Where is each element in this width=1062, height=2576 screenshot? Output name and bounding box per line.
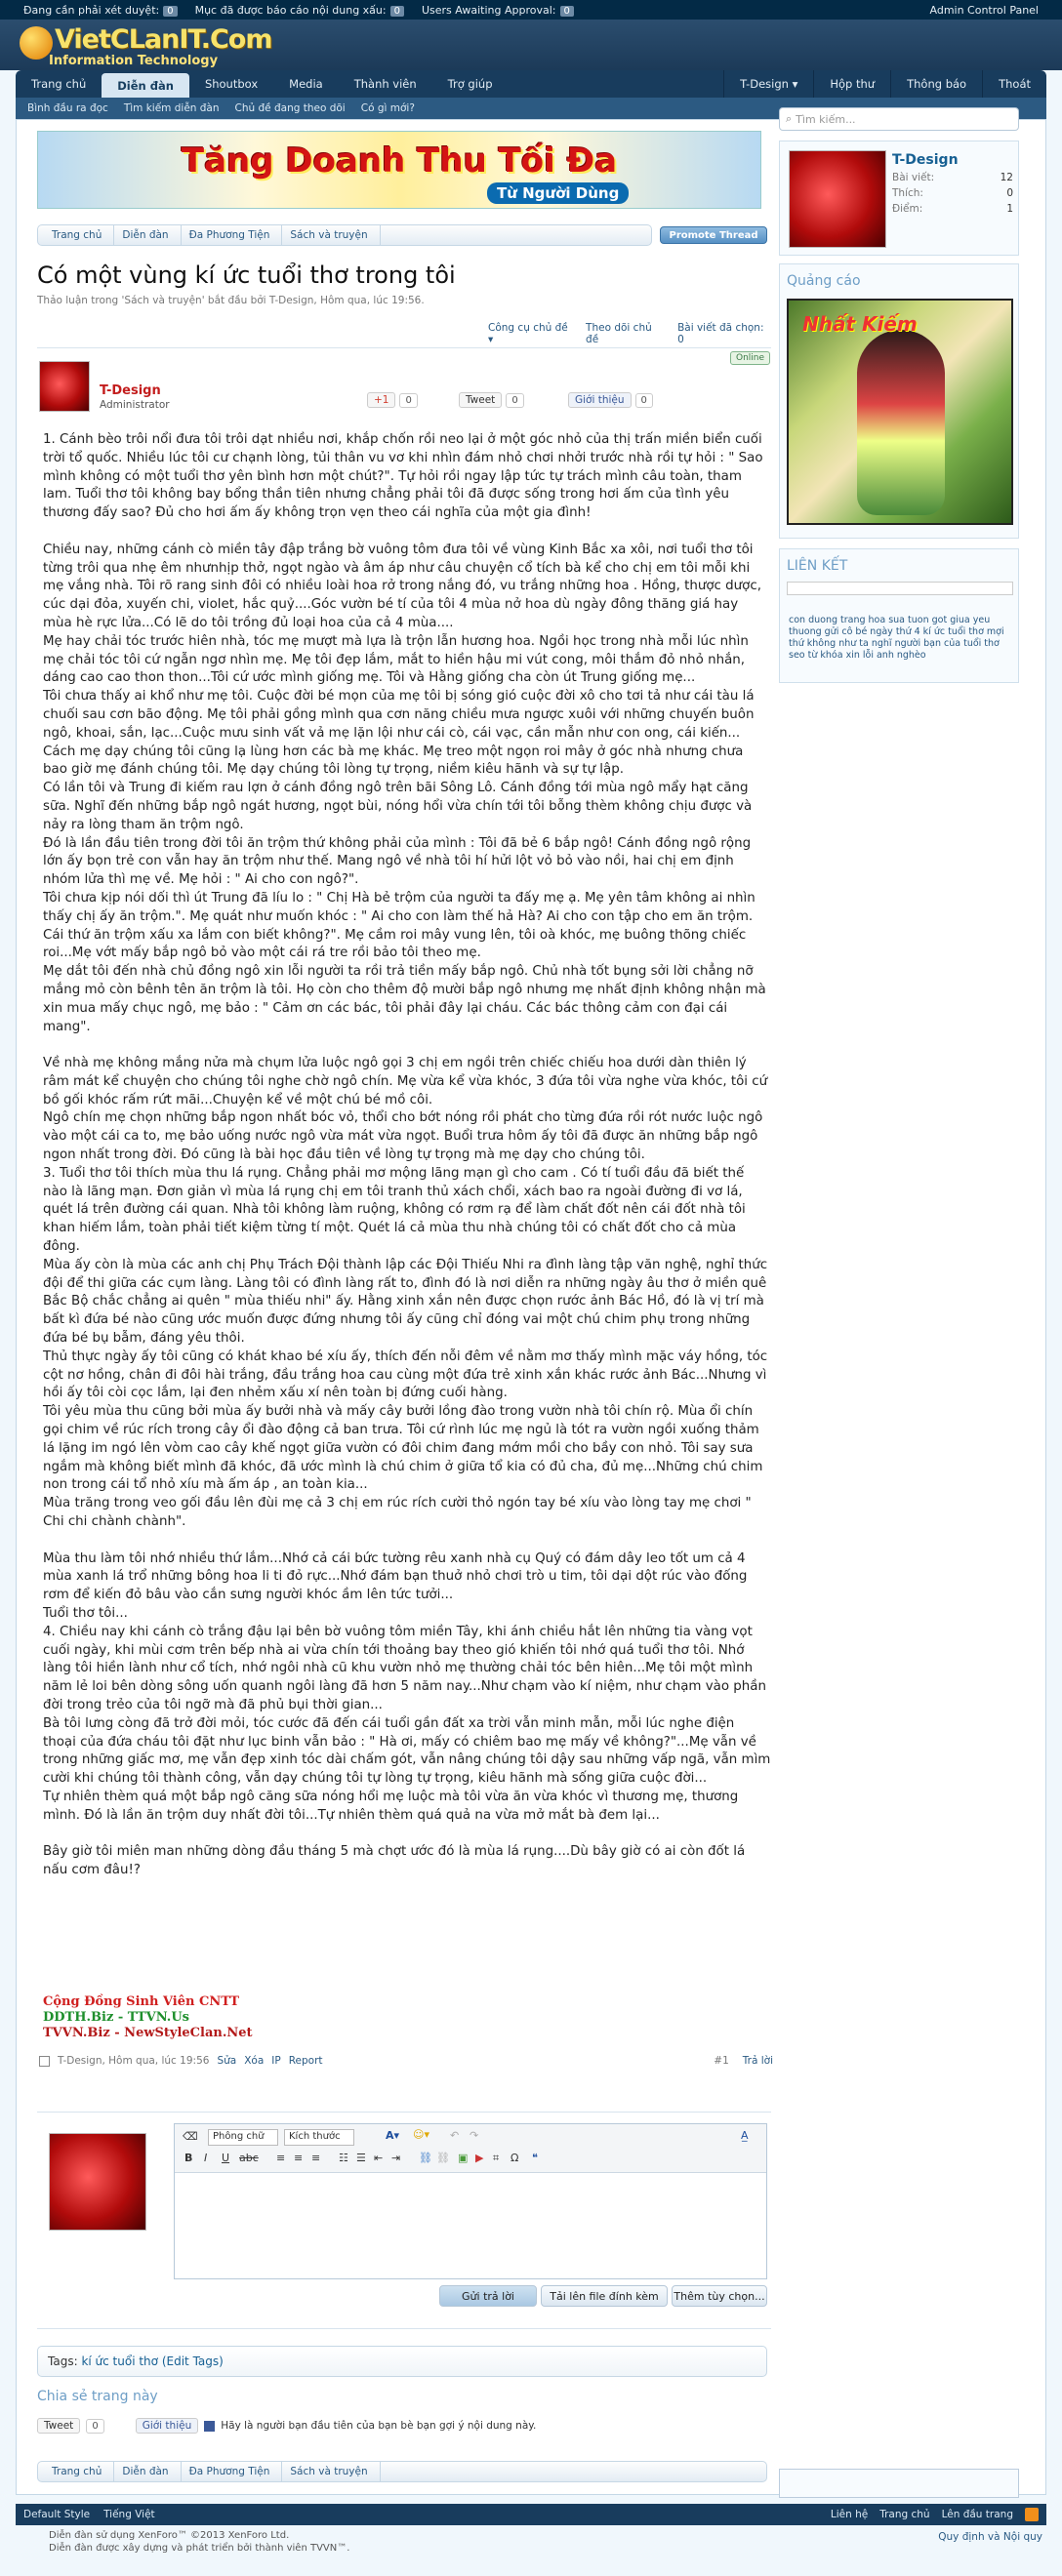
stat-value[interactable]: 12 [1000,172,1013,183]
terms-link[interactable]: Quy định và Nội quy [938,2531,1042,2543]
post-paragraph: Có lần tôi và Trung đi kiếm rau lợn ở cánh đồng ngô trên bãi Sông Lô. Cánh đồng tới mùa ngô mẩy hạt căng sữa. Nghĩ đến những bắp ngô ngát hương, ngọt bùi, nóng hổi vừa chín tới tôi bỗng thèm không chịu được và nảy ra lòng tham ăn trộm ngô. [43,781,753,832]
subnav-watched-threads[interactable]: Chủ đề đang theo dõi [234,102,346,114]
thread-tools-menu[interactable]: Công cụ chủ đề ▾ [488,322,568,345]
back-to-top-link[interactable]: Lên đầu trang [941,2509,1013,2520]
post-paragraph: Chiều nay, những cánh cò miền tây đập trắng bờ vuông tôm đưa tôi về vùng Kinh Bắc xa xôi, nơi tuổi thơ tôi từng trôi qua nhẹ êm nhưnhịp thở, ngọt ngào và âm áp như câu chuyện cổ tích bà kể cho chị em tôi mỗi khi mẹ vắng nhà. Tôi rõ rang sinh đôi có nhiều loài hoa rở trong nắng đó, vu trắng những hoa . Hồng, thược dược, cúc dại đỏa, xuyến chi, violet, hắc quỷ....Góc vườn bé tí của tôi 4 mùa nở hoa dù ngày đông thăng giá hay mùa hè rực lửa...Có lẽ do tôi trồng đủ loại hoa của cả 4 mùa.... [43,542,761,630]
font-family-select[interactable]: Phông chữ [208,2129,278,2146]
post-reply-button[interactable]: Gửi trả lời [439,2285,537,2307]
post-paragraph: Thủ thực ngày ấy tôi cũng có khát khao bé xíu ấy, thích đến nỗi đêm về nằm mơ thấy mình mặc váy hồng, tóc cột nơ hồng, chân đi đôi hài trắng, đầu trắng hoa cau cùng một đứa trẻ xinh xắn khác rước ảnh Bác...Nhưng vì hồi ấy tôi còi cọc lắm, lại đen nhẻm xấu xí nên toàn bị đứng cuối hàng. [43,1348,768,1401]
link-icon[interactable]: ⛓ [419,2152,432,2164]
copyright-line[interactable]: Diễn đàn sử dụng XenForo™ ©2013 XenForo Ltd. [49,2530,290,2541]
redo-icon[interactable]: ↷ [470,2129,479,2142]
tweet-page-count: 0 [86,2419,103,2434]
stat-likes [892,187,1013,199]
breadcrumb-books[interactable]: Sách và truyện [282,2462,380,2481]
code-icon[interactable]: ⌗ [493,2152,500,2164]
ad-game-logo: Nhất Kiếm [802,312,918,336]
italic-icon[interactable]: I [204,2152,208,2164]
post-meta: T-Design, Hôm qua, lúc 19:56 [58,2055,210,2067]
post-footer [39,2055,773,2067]
reported-items-link[interactable]: Mục đã được báo cáo nội dung xấu: 0 [195,4,404,17]
reply-user-avatar[interactable] [49,2133,146,2231]
upload-attachment-button[interactable]: Tải lên file đính kèm [541,2285,668,2307]
image-icon[interactable]: ▣ [458,2152,469,2164]
sidebar-bottom-box [779,2469,1019,2498]
post-paragraph: Ngô chín mẹ chọn những bắp ngon nhất bóc vỏ, thổi cho bớt nóng rồi phát cho từng đứa rồi rót nước luộc ngô vào một cái ca to, mẹ bảo uống nước ngô vừa mát vừa ngọt. Buổi trưa hôm ấy tôi đã được ăn những bắp ngô ngon nhất trong đời. Đó cũng là bài học đầu tiên về lòng tự trọng mà mẹ dạy cho chúng tôi. [43,1110,763,1163]
breadcrumb-home[interactable]: Trang chủ [44,2462,114,2481]
font-size-select[interactable]: Kích thước [284,2129,354,2146]
paragraph-gap [43,1826,771,1844]
links-divider [787,582,1013,595]
post-paragraph: Về nhà mẹ không mắng nửa mà chụm lửa luộc ngô gọi 3 chị em ngồi trên chiếc chiếu hoa dưới dàn thiên lý râm mát kể chuyện cho chúng tôi nghe chờ ngô chín. Mẹ vừa kể vừa khóc, 3 đứa tôi vừa nghe vừa khóc, tôi cứ bồ gối khóc rấm rứt mãi...Chuyện kể về một chú bé mồ côi. [43,1056,768,1107]
post-paragraph: Mùa thu làm tôi nhớ nhiều thứ lắm...Nhớ cả cái bức tường rêu xanh nhà cụ Quý có đám dây leo tốt um cả 4 mùa xanh lá trổ những bông hoa li ti đỏ rực...Nhớ đám bạn thuở nhỏ chơi trò u tim, tôi dại dột rúc vào đống rơm để kiến đỏ bâu vào cắn sưng người khóc ầm lên tức tưởi... [43,1550,748,1603]
facebook-like-text: Hãy là người bạn đầu tiên của bạn bè bạn gợi ý nội dung này. [221,2420,537,2432]
post-paragraph: Tôi chưa thấy ai khổ như mẹ tôi. Cuộc đời bé mọn của mẹ tôi bị sóng gió cuộc đời xô cho tơi tả như cái tàu lá chuối sau cơn bão động. Mẹ tôi phải gồng mình qua cơn năng chiều mưa ngược xuôi với những chuyến buôn ngô, khoai, sắn, lạc...Cuộc mưu sinh vất vả mẹ lặn lội như cái cò, cái vạc, cần mẫn như con ong, cái kiến... [43,689,755,741]
thread-description: Thảo luận trong 'Sách và truyện' bắt đầu bởi T-Design, Hôm qua, lúc 19:56. [37,295,425,306]
copyright [49,2529,349,2555]
post-author-avatar[interactable] [39,361,90,412]
style-chooser[interactable]: Default Style [23,2509,91,2520]
post-paragraph: 4. Chiều nay khi cánh cò trắng đậu lại bên bờ vuông tôm miền Tây, khi ánh chiều hắt lên những tia vàng vọt cuối ngày, khi mùi cơm trên bếp nhà ai vừa chín tới thoảng bay theo gió khiến tôi nhớ quá tuổi thơ tôi. Nhớ làng tôi hiền lành như cổ tích, nhớ ngôi nhà cũ khu vườn nhỏ mẹ thường chải tóc bên hiên...Mẹ tôi một mình năm lẻ loi bên dòng sông uốn quanh ngôi làng đã hơn 5 năm nay...Như chạm vào kí niệm, như chạm vào phần đời trong trẻo của tôi ngỡ mà đã phủ bụi thời gian... [43,1624,766,1712]
post-signature [43,1994,253,2041]
post-paragraph: Mẹ dắt tôi đến nhà chủ đồng ngô xin lỗi người ta rồi trả tiền mấy bắp ngô. Chủ nhà tốt bụng sởi lời chẳng nỡ mắng mỏ còn bênh tên ăn trộm là tôi. Họ còn cho thêm độ mười bắp ngô nhưng mẹ nhất định không nhận mà xin mua mấy chục ngô, mẹ bảo : " Cảm ơn các bác, tôi phải đây lại cháu. Các bác thông cảm con đại cái mang". [43,964,766,1034]
post-paragraph: Đó là lần đầu tiên trong đời tôi ăn trộm thứ không phải của mình : Tôi đã bẻ 6 bắp ngô! Cánh đồng ngô rộng lớn ấy bọn trẻ con vẫn hay ăn trộm như thế. Mang ngô về nhà tôi hí hửi lột vỏ bỏ vào nồi, hai chị em định nhóm lửa thì mẹ về. Mẹ hỏi : " Ai cho con ngô?". [43,835,752,888]
footer-bar [16,2504,1046,2525]
language-chooser[interactable]: Tiếng Việt [103,2509,155,2520]
breadcrumb-books[interactable]: Sách và truyện [282,225,380,245]
post-author-name[interactable]: T-Design [100,383,161,398]
stat-label: Bài viết: [892,172,935,183]
visitor-username[interactable]: T-Design [892,152,959,168]
tags-label: Tags: [48,2355,78,2368]
links-heading: LIÊN KẾT [787,558,848,574]
post-author-role: Administrator [100,399,170,411]
nav-tab-help[interactable]: Trợ giúp [447,77,493,91]
users-awaiting-link[interactable]: Users Awaiting Approval: 0 [422,4,574,17]
moderation-queue-link[interactable]: Đang cần phải xét duyệt: 0 [23,4,178,17]
signature-line[interactable]: DDTH.Biz - TTVN.Us [43,2010,189,2025]
reply-link[interactable]: Trả lời [742,2055,773,2067]
facebook-icon [204,2421,215,2432]
search-input[interactable] [779,107,1019,131]
sidebar-ad-image[interactable] [787,299,1013,525]
divider [37,2328,771,2329]
stat-label: Thích: [892,187,923,199]
online-badge: Online [730,351,770,365]
gplus-count: 0 [399,393,417,408]
align-left-icon[interactable]: ≡ [276,2152,286,2164]
post-paragraph: Tuổi thơ tôi... [43,1606,128,1621]
edit-post-link[interactable]: Sửa [217,2055,237,2067]
signature-line[interactable]: Cộng Đồng Sinh Viên CNTT [43,1994,240,2009]
gplus-button[interactable]: +1 [367,392,395,408]
breadcrumb-bottom [37,2461,767,2482]
post-paragraph: 3. Tuổi thơ tôi thích mùa thu lá rụng. Chẳng phải mơ mộng lãng mạn gì cho cam . Có tí tuổi đầu đã biết thế nào là lãng mạn. Đơn giản vì mùa lá rụng chị em tôi tranh thủ xách chổi, xách bao ra ngoài đường đi vơ lá, quét lá trên đường cái quan. Nhà tôi không làm ruộng, không có rơm rạ để làm chất đốt nên cái đốt nhà tôi khan hiếm lắm, toàn phải tiết kiệm từng tí một. Quét lá cả mùa thu nhà chúng tôi có chất đốt cho cả mùa đông. [43,1165,746,1255]
nav-tab-home[interactable]: Trang chủ [31,77,87,91]
number-list-icon[interactable]: ☰ [356,2152,366,2164]
post-paragraph: Bà tôi lưng còng đã trở đời mỏi, tóc cước đã đến cái tuổi gần đất xa trời vẫn minh mẫn, mỗi lúc nghe điện thoại của đứa cháu tôi đặt như lục binh vẫn bảo : " Hà ơi, mấy có chiêm bao mẹ mấy về không?"...Mẹ vẫn về trong những giấc mơ, mẹ vẫn đẹp xinh tóc dài chấm gót, vẫn nâng chúng tôi dậy sau những vấp ngã, vẫn mìm cười khi chúng tôi thành công, vẫn dạy chúng tôi tự lòng tự trọng, kiêu hãnh mà sống giữa cuộc đời... [43,1715,771,1787]
divider [37,347,771,348]
alerts-link[interactable]: Thông báo [890,70,982,98]
facebook-share [568,392,653,408]
post-number[interactable]: #1 [714,2055,729,2067]
paragraph-gap [43,1036,771,1055]
contact-link[interactable]: Liên hệ [830,2509,869,2520]
share-page-heading: Chia sẻ trang này [37,2389,158,2404]
editor-toolbar [175,2124,766,2173]
tweet-share [459,392,524,408]
post-paragraph: Tự nhiên thèm quá một bắp ngô căng sữa nóng hổi mẹ luộc mà tôi vừa ăn vừa khóc vì thương mẹ, thương mình. Đó là lần ăn trộm duy nhất đời tôi...Tự nhiên thèm quá quả na vừa mở mắt bà đem lại... [43,1789,739,1823]
bold-icon[interactable]: B [184,2152,193,2164]
ad-character-illustration [857,330,945,515]
facebook-like-button[interactable]: Giới thiệu [568,392,632,408]
tag-link[interactable]: kí ức tuổi thơ [81,2355,159,2368]
main-navigation [16,70,1046,98]
logout-link[interactable]: Thoát [982,70,1046,98]
copyright-line: Diễn đàn được xây dựng và phát triển bởi thành viên TVVN™. [49,2543,350,2554]
align-right-icon[interactable]: ≡ [311,2152,321,2164]
banner-title: Tăng Doanh Thu Tối Đa [181,141,618,181]
stat-value[interactable]: 1 [1006,203,1013,215]
thread-tags [37,2346,767,2377]
logo-subtitle: Information Technology [49,54,219,68]
account-menu[interactable]: T-Design ▾ [723,70,813,98]
reply-textarea[interactable] [175,2173,766,2278]
inbox-link[interactable]: Hộp thư [813,70,890,98]
subnav-whats-new[interactable]: Có gì mới? [360,102,415,114]
more-options-button[interactable]: Thêm tùy chọn... [672,2285,767,2307]
quote-icon[interactable]: ❝ [532,2152,538,2164]
ip-link[interactable]: IP [271,2055,281,2067]
facebook-page-like-button[interactable]: Giới thiệu [136,2418,199,2434]
media-icon[interactable]: ▶ [475,2152,484,2164]
site-header [0,20,1062,70]
logo-title: VietCLanIT.Com [55,24,272,55]
logo-globe-icon [20,26,53,60]
ads-heading: Quảng cáo [787,273,861,289]
indent-icon[interactable]: ⇥ [391,2152,401,2164]
search-placeholder: Tìm kiếm... [796,112,856,126]
breadcrumb-home[interactable]: Trang chủ [44,225,114,245]
search-icon: ⌕ [786,112,793,125]
edit-tags-link[interactable]: (Edit Tags) [161,2355,224,2368]
gplus-share [367,392,418,408]
nav-tab-forums[interactable]: Diễn đàn [102,73,189,98]
nav-tab-shoutbox[interactable]: Shoutbox [204,77,259,91]
watch-thread-link[interactable]: Theo dõi chủ đề [586,322,652,345]
post-message [43,431,771,1880]
paragraph-gap [43,523,771,542]
signature-line[interactable]: TVVN.Biz - NewStyleClan.Net [43,2026,253,2040]
breadcrumb-forums[interactable]: Diễn đàn [114,225,181,245]
toggle-editor-icon[interactable]: A̲ [741,2129,749,2142]
banner-subtitle: Từ Người Dùng [487,182,629,204]
promote-thread-button[interactable]: Promote Thread [660,226,767,244]
nav-tab-members[interactable]: Thành viên [353,77,417,91]
links-tag-cloud[interactable]: con duong trang hoa sua tuon got giua yeu thuong gửi cô bé ngày thứ 4 kí ức tuổi thơ mợi thứ không như ta nghĩ người bạn của tuổi thơ seo từ khóa xin lỗi anh nghèo [789,615,1004,661]
subnav-mark-read[interactable]: Bình đầu ra đọc [27,102,108,114]
post-paragraph: Tôi chưa kịp nói dối thì út Trung đã líu lo : " Chị Hà bẻ trộm của người ta đấy mẹ ạ. Mẹ yên tâm không ai nhìn thấy chị ấy ăn trộm.". Mẹ quát như muốn khóc : " Ai cho con làm thế hả Hà? Ai cho con tập cho em ăn trộm. Cái thứ ăn trộm xấu xa lắm con biết không?". Mẹ cầm roi mây vung lên, tôi oà khóc, mẹ buông thõng chiếc roi...Mẹ vớt mấy bắp ngô bỏ vào một cái rá tre rồi bảo tôi theo mẹ. [43,890,756,961]
ad-banner[interactable] [37,131,761,209]
outdent-icon[interactable]: ⇤ [374,2152,384,2164]
tweet-count: 0 [506,393,523,408]
undo-icon[interactable]: ↶ [450,2129,460,2142]
align-center-icon[interactable]: ≡ [294,2152,304,2164]
selected-posts-link[interactable]: Bài viết đã chọn: 0 [677,322,764,345]
smilie-icon[interactable]: ☺▾ [413,2128,429,2141]
post-paragraph: Mùa ấy còn là mùa các anh chị Phụ Trách Đội thành lập các Đội Thiếu Nhi ra đình làng tập văn nghệ, nghỉ thức đội để thi giữa các cụm làng. Làng tôi có đình làng rất to, đình đó là nơi diễn ra những ngày âu thơ ở miền quê Bắc Bộ chắc chẳng ai quên " mùa thiếu nhi" ấy. Hằng xinh xắn nên được chọn rước ảnh Bác Hồ, đó là vị trí mà bất kì đứa bé nào cũng ước muốn được đứng nhưng tôi ấy cũng chỉ đóng vai một chú chim phụ trong những đứa bé bụ bẫm, đáng yêu thôi. [43,1257,768,1347]
tweet-page-button[interactable]: Tweet [37,2418,80,2434]
thread-tools [488,322,771,345]
post-paragraph: Bây giờ tôi miên man những dòng đầu tháng 5 mà chợt ước đó là mùa lá rụng....Dù bây giờ có ai còn đốt lá nấu cơm đâu!? [43,1844,746,1878]
breadcrumb-multimedia[interactable]: Đa Phương Tiện [182,2462,283,2481]
tweet-button[interactable]: Tweet [459,392,502,408]
quick-reply-editor [174,2123,767,2279]
visitor-avatar[interactable] [789,150,886,248]
stat-value[interactable]: 0 [1006,187,1013,199]
breadcrumb [37,224,652,246]
post-paragraph: Tôi yêu mùa thu cũng bởi mùa ấy bưởi nhà và mấy cây bưởi lồng đào trong vườn nhà tôi chín rộ. Mùa ổi chín gọi chim về rúc rích trong cây ổi đào động cả ban trưa. Tôi cứ rình lúc mẹ ngủ là tót ra vườn ngồi xuống thảm lá lặng im ngó lên vòm cao cây khế ngọt giữa vườn có đôi chim đang mớm mồi cho bầy con nhỏ. Tôi say sưa ngắm mà không biết mình đã khóc, đã ước mình là chú chim ở giữa tổ kia có đủ cha, đủ mẹ...Những chú chim non trong cái tổ nhỏ xíu mà ấm áp , an toàn kia... [43,1404,763,1493]
footer-home-link[interactable]: Trang chủ [879,2509,930,2520]
unlink-icon[interactable]: ⛓ [436,2152,450,2164]
strike-icon[interactable]: abc [239,2152,259,2164]
select-post-checkbox[interactable] [39,2056,50,2067]
stat-points [892,203,1013,215]
post-paragraph: 1. Cánh bèo trôi nổi đưa tôi trôi dạt nhiều nơi, khắp chốn rồi neo lại ở một góc nhỏ của thị trấn miền biển cuối trời tổ quốc. Nhiều lúc tôi cư chạnh lòng, tủi thân vu vơ khi nhìn đám nhỏ chơi nhởi trước nhà rồi tự hỏi : " Sao mình không có một tuổi thơ yên bình hơn một chút?". Tự hỏi rồi ngay lập tức tự trách mình câu toàn, tham lam. Tuổi thơ tôi không bay bổng thần tiên nhưng chẳng phải tôi đã được sống trong hơi ấm của tình yêu thương đấy sao? Đủ cho hơi ấm ấy không trọn vẹn theo cái nghĩa của một gia đình! [43,432,763,521]
special-chars-icon[interactable]: Ω [511,2152,519,2164]
paragraph-gap [43,1532,771,1550]
post-paragraph: Mẹ hay chải tóc trước hiên nhà, tóc mẹ mượt mà lựa là trộn lẫn hương hoa. Ngồi học trong nhà mỗi lúc nhìn mẹ chải tóc tôi cứ ngẫn ngơ nhìn mẹ. Mẹ tôi đẹp lắm, mắt to hiền hậu mi vút cong, môi thắm đỏ nhỏ nhắn, dáng cao cao thon thon...Tôi cứ ước mình giống mẹ. Tôi và Hằng giống cha còn út Trung giống mẹ... [43,633,749,686]
admin-control-panel-link[interactable]: Admin Control Panel [929,3,1039,17]
divider [37,2112,771,2113]
breadcrumb-multimedia[interactable]: Đa Phương Tiện [182,225,283,245]
share-page-row [37,2418,536,2434]
facebook-count: 0 [635,393,653,408]
post-paragraph: Cách mẹ dạy chúng tôi cũng lạ lùng hơn các bà mẹ khác. Mẹ treo một ngọn roi mây ở góc nhà nhưng chưa bao giờ mẹ đánh chúng tôi. Mẹ dạy chúng tôi lòng tự trọng, niềm kiêu hãnh và sự tự lập. [43,744,744,778]
stat-messages [892,172,1013,183]
rss-icon[interactable] [1025,2508,1039,2521]
post-paragraph: Mùa trăng trong veo gối đầu lên đùi mẹ cả 3 chị em rúc rích cười thỏ ngón tay bé xíu vào lòng tay mẹ chơi " Chi chi chành chành". [43,1496,752,1530]
eraser-icon[interactable]: ⌫ [183,2130,198,2143]
text-color-icon[interactable]: A▾ [386,2129,400,2142]
subnav-search-forums[interactable]: Tìm kiếm diễn đàn [123,102,220,114]
moderator-bar [0,0,1062,20]
report-link[interactable]: Report [288,2055,323,2067]
underline-icon[interactable]: U [222,2152,230,2164]
nav-tab-media[interactable]: Media [289,77,323,91]
site-logo[interactable] [20,22,272,69]
bullet-list-icon[interactable]: ☷ [339,2152,348,2164]
thread-title: Có một vùng kí ức tuổi thơ trong tôi [37,262,456,289]
delete-post-link[interactable]: Xóa [244,2055,265,2067]
breadcrumb-forums[interactable]: Diễn đàn [114,2462,181,2481]
stat-label: Điểm: [892,203,923,215]
